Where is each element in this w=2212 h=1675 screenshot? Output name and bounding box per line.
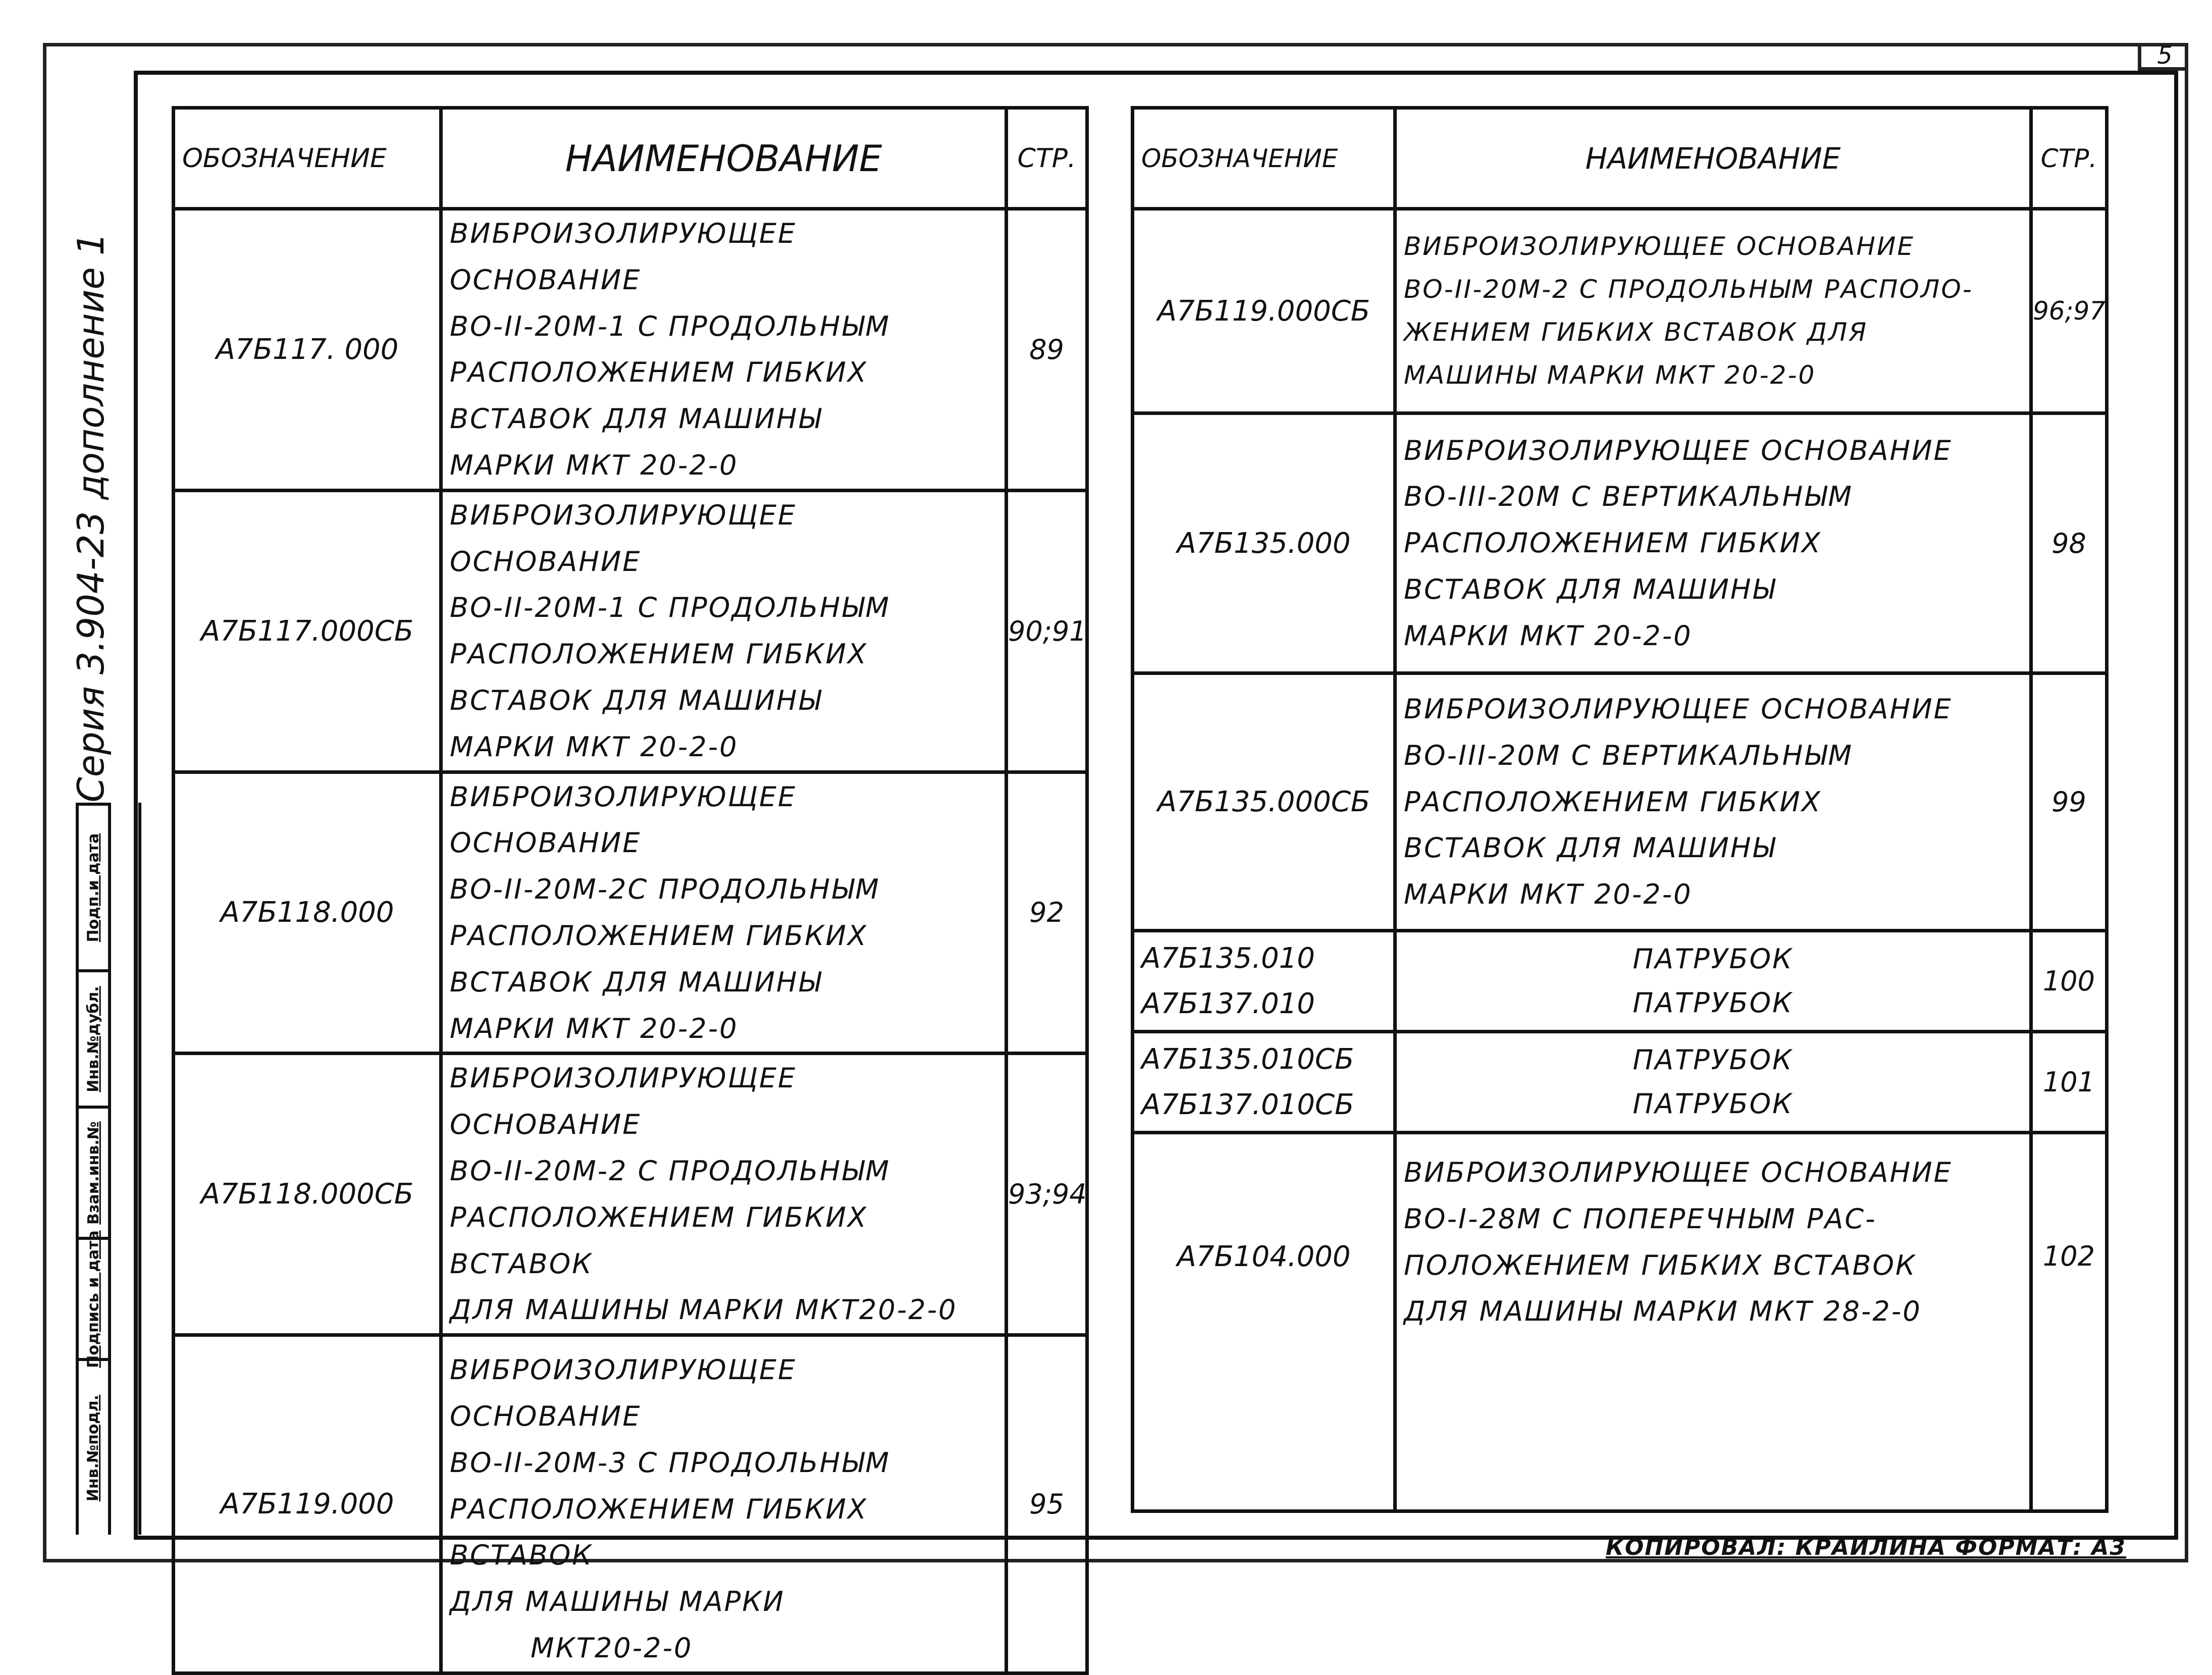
code-line: А7Б135.010 — [1141, 941, 1315, 975]
row-name — [1395, 1133, 2031, 1511]
name-line: ПАТРУБОК — [1632, 943, 1794, 975]
name-line: ВИБРОИЗОЛИРУЮЩЕЕ ОСНОВАНИЕ — [1404, 693, 1953, 725]
name-line: ВСТАВОК ДЛЯ МАШИНЫ — [1404, 832, 1776, 864]
name-line: ВИБРОИЗОЛИРУЮЩЕЕ ОСНОВАНИЕ — [1404, 1157, 1953, 1188]
table-row — [174, 1335, 1087, 1673]
row-name — [441, 772, 1007, 1054]
name-line: МАРКИ МКТ 20-2-0 — [450, 1012, 739, 1044]
name-line: ВСТАВОК ДЛЯ МАШИНЫ — [450, 966, 822, 998]
name-line: РАСПОЛОЖЕНИЕМ ГИБКИХ ВСТАВОК — [450, 1201, 868, 1280]
name-line: РАСПОЛОЖЕНИЕМ ГИБКИХ — [450, 919, 868, 952]
row-name — [1395, 673, 2031, 931]
name-line: ВО-II-20М-2 С ПРОДОЛЬНЫМ — [450, 1155, 890, 1187]
name-line: РАСПОЛОЖЕНИЕМ ГИБКИХ — [450, 356, 868, 389]
name-line: ВСТАВОК ДЛЯ МАШИНЫ — [1404, 573, 1776, 605]
row-page: 93;94 — [1007, 1054, 1087, 1335]
table-row — [174, 490, 1087, 772]
name-line: ПАТРУБОК — [1632, 1044, 1794, 1076]
name-line: ЖЕНИЕМ ГИБКИХ ВСТАВОК ДЛЯ — [1404, 318, 1868, 347]
stamp-strip — [76, 803, 141, 1535]
name-line: ВИБРОИЗОЛИРУЮЩЕЕ ОСНОВАНИЕ — [450, 1062, 797, 1141]
row-code: А7Б118.000 — [174, 772, 441, 1054]
name-line: ПАТРУБОК — [1632, 1087, 1794, 1120]
table-row — [1133, 1032, 2107, 1133]
row-code: А7Б118.000СБ — [174, 1054, 441, 1335]
name-line: ВИБРОИЗОЛИРУЮЩЕЕ ОСНОВАНИЕ — [450, 780, 797, 859]
name-line: РАСПОЛОЖЕНИЕМ ГИБКИХ — [1404, 786, 1822, 818]
stamp-cell-vzam-inv — [76, 1106, 111, 1237]
spec-table-left — [172, 106, 1089, 1675]
stamp-label: Подп.и дата — [84, 833, 102, 942]
table-header-row — [174, 108, 1087, 209]
row-page: 98 — [2031, 413, 2107, 673]
name-line: МАРКИ МКТ 20-2-0 — [1404, 619, 1693, 652]
series-title-text: Серия 3.904-23 дополнение 1 — [70, 232, 112, 803]
row-code: А7Б117.000СБ — [174, 490, 441, 772]
name-line: ДЛЯ МАШИНЫ МАРКИ МКТ20-2-0 — [450, 1294, 958, 1326]
header-designation: ОБОЗНАЧЕНИЕ — [1133, 108, 1395, 209]
footer-copied-by: КОПИРОВАЛ: КРАИЛИНА ФОРМАТ: А3 — [1605, 1535, 2126, 1560]
name-line: МАШИНЫ МАРКИ МКТ 20-2-0 — [1404, 360, 1816, 390]
name-line: ВО-III-20М С ВЕРТИКАЛЬНЫМ — [1404, 481, 1854, 513]
code-line: А7Б137.010 — [1141, 987, 1315, 1020]
row-code — [1133, 931, 1395, 1032]
row-name — [441, 1335, 1007, 1673]
name-line: РАСПОЛОЖЕНИЕМ ГИБКИХ — [450, 638, 868, 670]
name-line: ВИБРОИЗОЛИРУЮЩЕЕ ОСНОВАНИЕ — [450, 1354, 797, 1432]
row-page: 102 — [2031, 1133, 2107, 1511]
name-line: ВИБРОИЗОЛИРУЮЩЕЕ ОСНОВАНИЕ — [450, 218, 797, 296]
stamp-cell-signature-date — [76, 1230, 111, 1368]
name-line: МКТ20-2-0 — [531, 1632, 693, 1664]
header-page: СТР. — [2031, 108, 2107, 209]
table-header-row — [1133, 108, 2107, 209]
stamp-column-right — [111, 803, 141, 1535]
name-line: ВО-I-28М С ПОПЕРЕЧНЫМ РАС- — [1404, 1202, 1877, 1235]
header-page: СТР. — [1007, 108, 1087, 209]
name-line: ВО-III-20М С ВЕРТИКАЛЬНЫМ — [1404, 739, 1854, 771]
name-line: ВО-II-20М-1 С ПРОДОЛЬНЫМ — [450, 310, 890, 342]
name-line: ВО-II-20М-3 С ПРОДОЛЬНЫМ — [450, 1446, 890, 1479]
name-line: РАСПОЛОЖЕНИЕМ ГИБКИХ — [1404, 527, 1822, 559]
name-line: ПОЛОЖЕНИЕМ ГИБКИХ ВСТАВОК — [1404, 1249, 1917, 1281]
row-code: А7Б119.000 — [174, 1335, 441, 1673]
stamp-label: Инв.№дубл. — [84, 985, 102, 1092]
header-name: НАИМЕНОВАНИЕ — [441, 108, 1007, 209]
row-name — [1395, 413, 2031, 673]
header-name: НАИМЕНОВАНИЕ — [1395, 108, 2031, 209]
name-line: ДЛЯ МАШИНЫ МАРКИ — [450, 1586, 785, 1618]
name-line: ВО-II-20М-2С ПРОДОЛЬНЫМ — [450, 873, 880, 906]
name-line: ВИБРОИЗОЛИРУЮЩЕЕ ОСНОВАНИЕ — [450, 499, 797, 578]
table-row — [1133, 413, 2107, 673]
table-row — [174, 1054, 1087, 1335]
code-line: А7Б135.010СБ — [1141, 1042, 1354, 1076]
stamp-cell-sign-date — [76, 803, 111, 969]
name-line: ПАТРУБОК — [1632, 986, 1794, 1019]
name-line: МАРКИ МКТ 20-2-0 — [1404, 878, 1693, 911]
table-row — [1133, 209, 2107, 413]
name-line: РАСПОЛОЖЕНИЕМ ГИБКИХ ВСТАВОК — [450, 1493, 868, 1572]
stamp-label: Инв.№подл. — [84, 1394, 102, 1501]
row-name — [1395, 209, 2031, 413]
row-name — [441, 490, 1007, 772]
row-code: А7Б104.000 — [1133, 1133, 1395, 1511]
stamp-cell-inv-podl — [76, 1358, 111, 1535]
row-page: 89 — [1007, 209, 1087, 491]
row-name — [441, 209, 1007, 491]
row-code: А7Б135.000СБ — [1133, 673, 1395, 931]
table-row — [1133, 673, 2107, 931]
name-line: ВИБРОИЗОЛИРУЮЩЕЕ ОСНОВАНИЕ — [1404, 232, 1915, 261]
row-name — [441, 1054, 1007, 1335]
name-line: ВО-II-20М-1 С ПРОДОЛЬНЫМ — [450, 592, 890, 624]
name-line: МАРКИ МКТ 20-2-0 — [450, 449, 739, 481]
row-code — [1133, 1032, 1395, 1133]
table-row — [1133, 1133, 2107, 1511]
spec-table-right — [1131, 106, 2109, 1513]
row-page: 92 — [1007, 772, 1087, 1054]
sheet-number: 5 — [2138, 43, 2188, 71]
row-page: 90;91 — [1007, 490, 1087, 772]
name-line: ВИБРОИЗОЛИРУЮЩЕЕ ОСНОВАНИЕ — [1404, 434, 1953, 466]
stamp-cell-inv-dubl — [76, 969, 111, 1106]
stamp-label: Подпись и дата — [84, 1230, 102, 1368]
row-page: 99 — [2031, 673, 2107, 931]
name-line: ДЛЯ МАШИНЫ МАРКИ МКТ 28-2-0 — [1404, 1295, 1922, 1328]
row-code: А7Б119.000СБ — [1133, 209, 1395, 413]
row-page: 100 — [2031, 931, 2107, 1032]
table-row — [174, 772, 1087, 1054]
table-row — [1133, 931, 2107, 1032]
row-name — [1395, 931, 2031, 1032]
name-line: ВСТАВОК ДЛЯ МАШИНЫ — [450, 684, 822, 716]
name-line: ВО-II-20М-2 С ПРОДОЛЬНЫМ РАСПОЛО- — [1404, 275, 1973, 304]
code-line: А7Б137.010СБ — [1141, 1088, 1354, 1121]
row-code: А7Б135.000 — [1133, 413, 1395, 673]
row-name — [1395, 1032, 2031, 1133]
row-page: 101 — [2031, 1032, 2107, 1133]
table-row — [174, 209, 1087, 491]
stamp-label: Взам.инв.№ — [84, 1121, 102, 1225]
header-designation: ОБОЗНАЧЕНИЕ — [174, 108, 441, 209]
series-title — [48, 202, 134, 833]
row-code: А7Б117. 000 — [174, 209, 441, 491]
name-line: МАРКИ МКТ 20-2-0 — [450, 730, 739, 763]
row-page: 95 — [1007, 1335, 1087, 1673]
name-line: ВСТАВОК ДЛЯ МАШИНЫ — [450, 403, 822, 435]
row-page: 96;97 — [2031, 209, 2107, 413]
